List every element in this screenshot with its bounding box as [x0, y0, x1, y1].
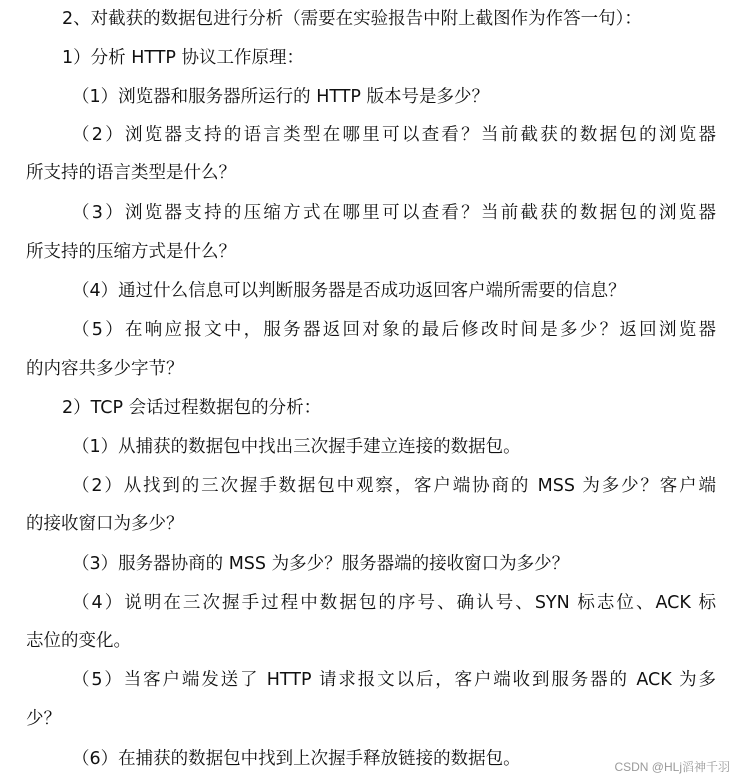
http-question-4: （4）通过什么信息可以判断服务器是否成功返回客户端所需要的信息？	[72, 281, 626, 301]
tcp-question-4-line1: （4）说明在三次握手过程中数据包的序号、确认号、SYN 标志位、ACK 标	[72, 593, 716, 613]
tcp-heading: 2）TCP 会话过程数据包的分析：	[62, 398, 322, 418]
csdn-watermark: CSDN @HLj滔神千羽	[614, 760, 730, 774]
http-question-2-line2: 所支持的语言类型是什么？	[26, 163, 236, 183]
tcp-question-2-line2: 的接收窗口为多少？	[26, 514, 184, 534]
tcp-question-1: （1）从捕获的数据包中找出三次握手建立连接的数据包。	[72, 437, 521, 457]
tcp-question-5-line1: （5）当客户端发送了 HTTP 请求报文以后，客户端收到服务器的 ACK 为多	[72, 670, 716, 690]
http-question-5-line1: （5）在响应报文中，服务器返回对象的最后修改时间是多少？返回浏览器	[72, 320, 716, 340]
tcp-question-4-line2: 志位的变化。	[26, 631, 131, 651]
tcp-question-2-line1: （2）从找到的三次握手数据包中观察，客户端协商的 MSS 为多少？客户端	[72, 476, 716, 496]
tcp-question-3: （3）服务器协商的 MSS 为多少？服务器端的接收窗口为多少？	[72, 554, 570, 574]
section-heading: 2、对截获的数据包进行分析（需要在实验报告中附上截图作为作答一句）：	[62, 9, 642, 29]
http-question-5-line2: 的内容共多少字节？	[26, 359, 184, 379]
tcp-question-6: （6）在捕获的数据包中找到上次握手释放链接的数据包。	[72, 749, 521, 769]
http-question-2-line1: （2）浏览器支持的语言类型在哪里可以查看？当前截获的数据包的浏览器	[72, 125, 716, 145]
http-question-3-line1: （3）浏览器支持的压缩方式在哪里可以查看？当前截获的数据包的浏览器	[72, 203, 716, 223]
tcp-question-5-line2: 少？	[26, 709, 61, 729]
http-question-1: （1）浏览器和服务器所运行的 HTTP 版本号是多少？	[72, 87, 490, 107]
http-heading: 1）分析 HTTP 协议工作原理：	[62, 48, 305, 68]
http-question-3-line2: 所支持的压缩方式是什么？	[26, 242, 236, 262]
